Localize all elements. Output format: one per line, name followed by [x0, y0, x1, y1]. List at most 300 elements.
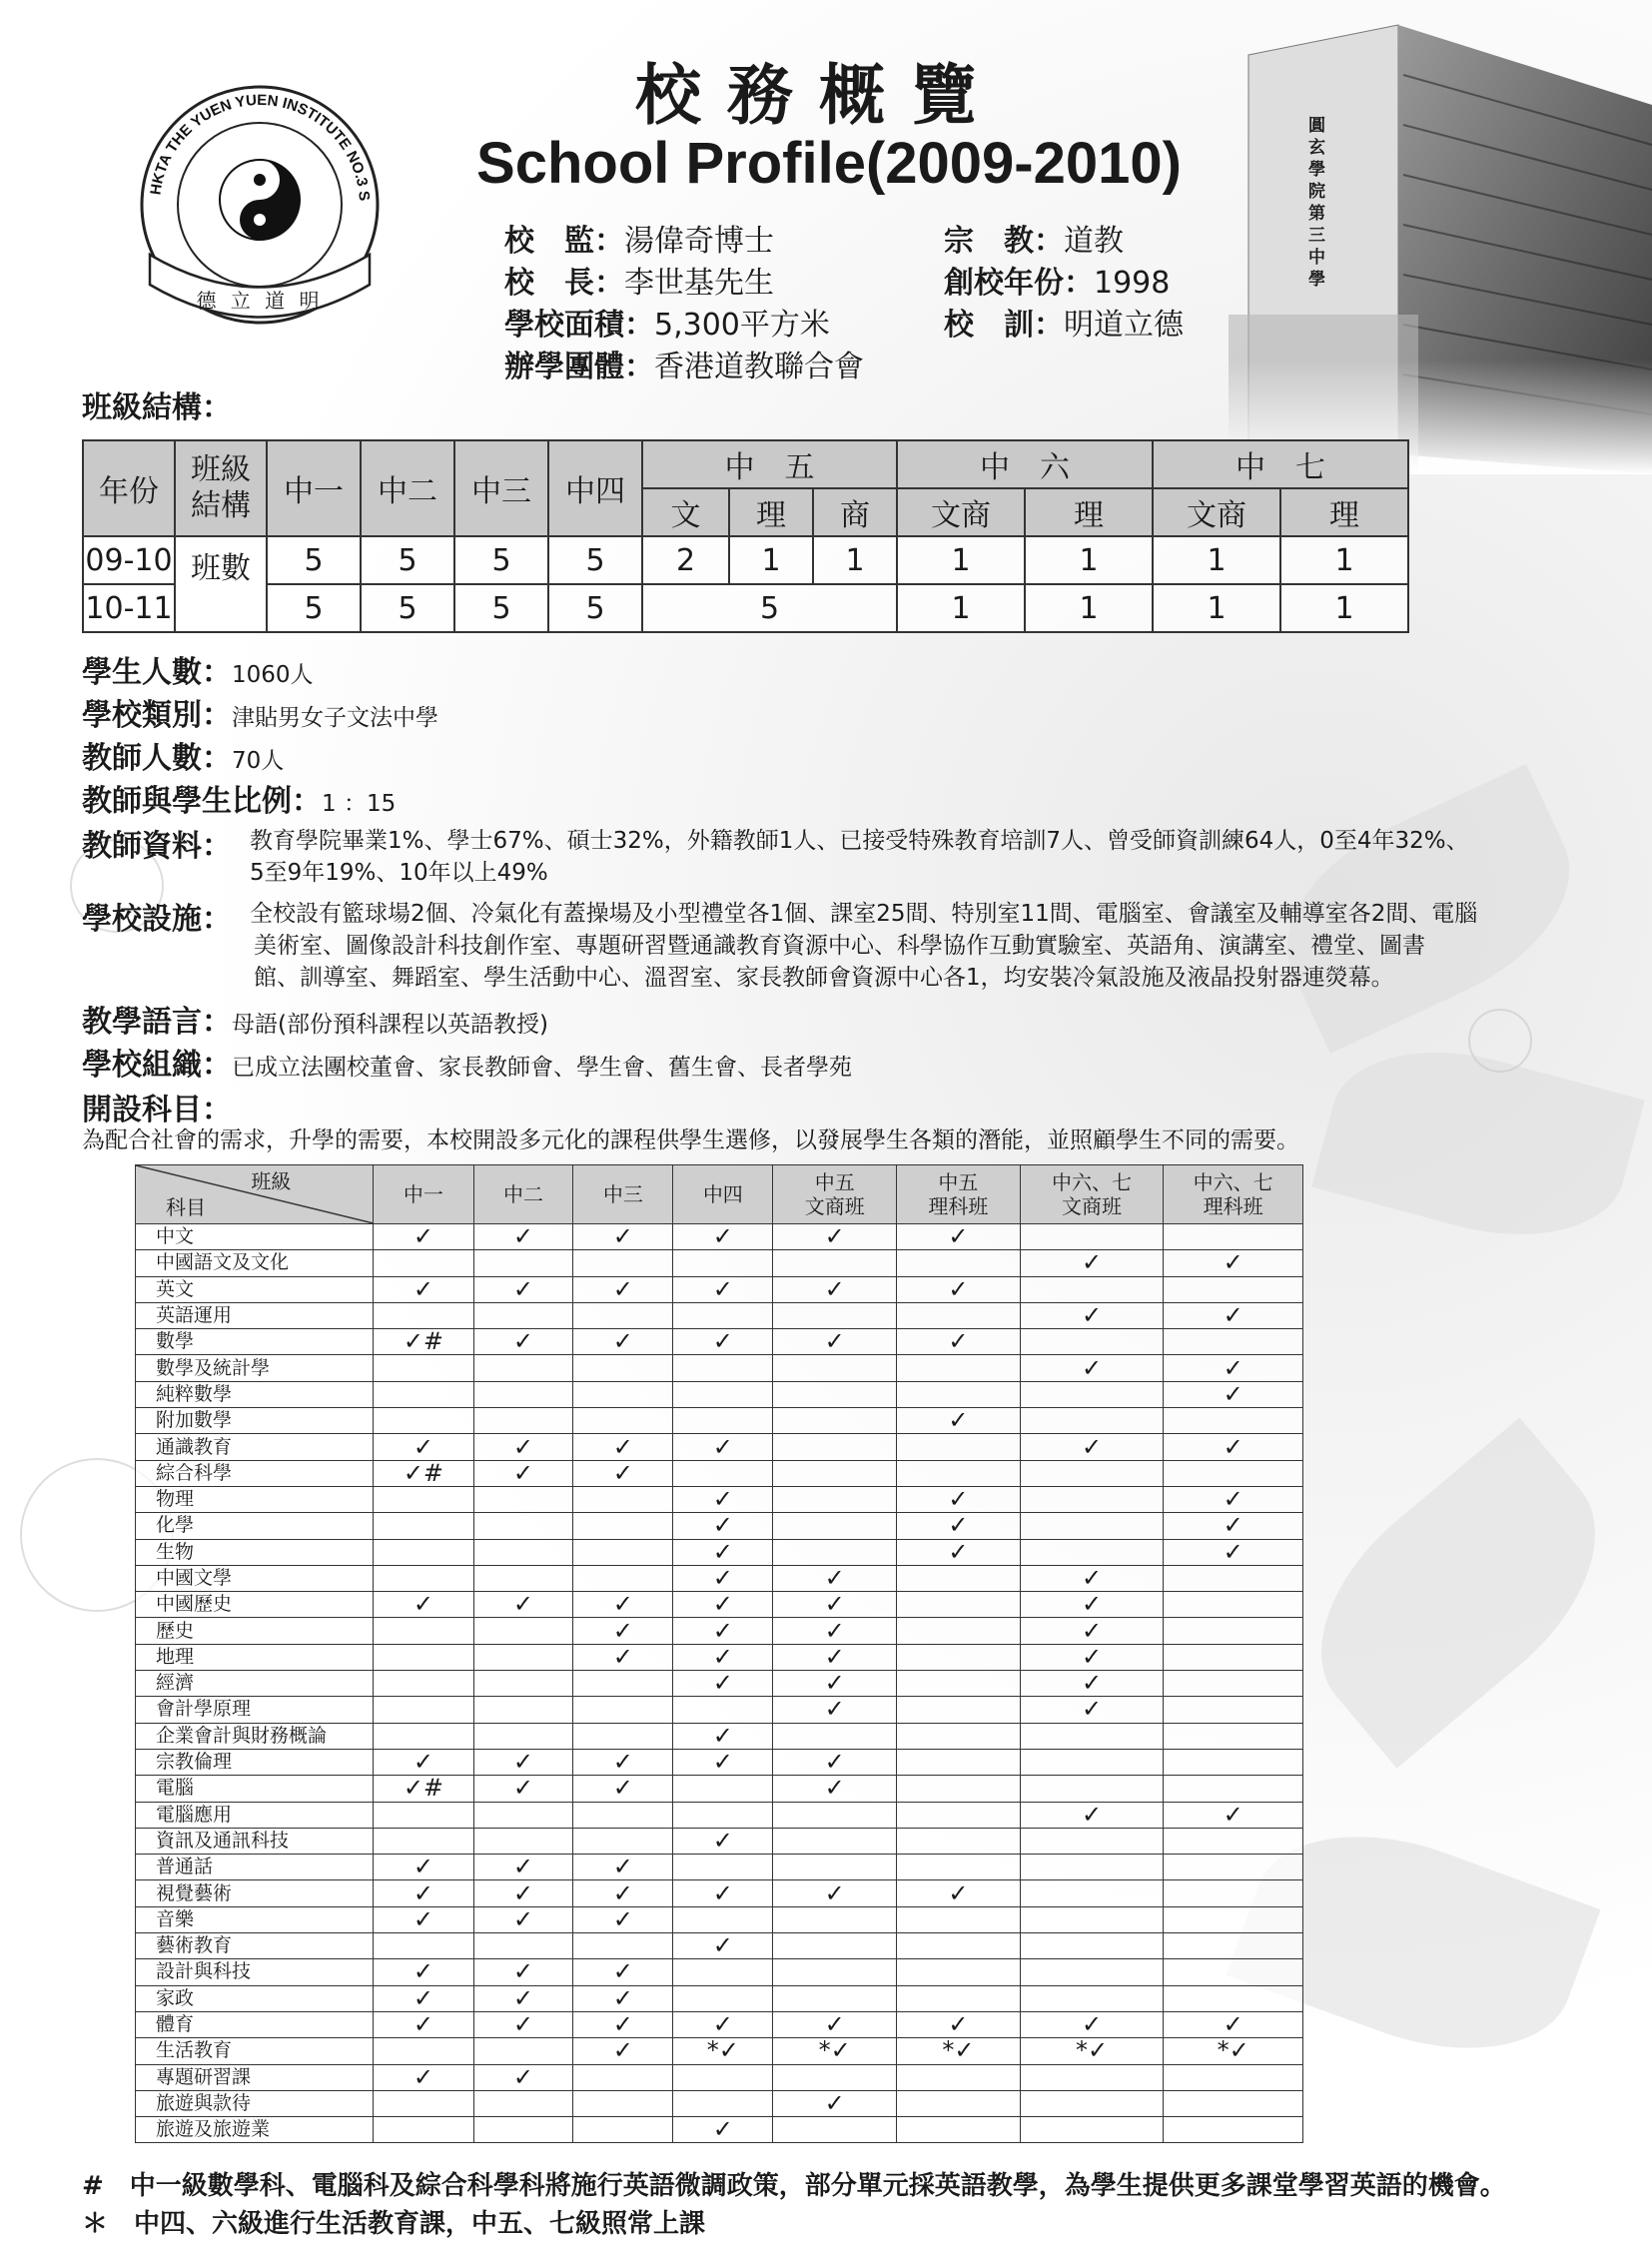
fact-label: 學校類別： [82, 698, 232, 733]
subject-name: 化學 [136, 1513, 374, 1539]
offering-cell [374, 1302, 473, 1328]
class-count-cell: 5 [548, 584, 642, 632]
subject-name: 純粹數學 [136, 1381, 374, 1407]
offering-cell [374, 1723, 473, 1749]
facilities-text [250, 898, 1477, 994]
offering-cell: ✓ [573, 1855, 673, 1880]
offering-cell [1020, 1381, 1164, 1407]
offering-cell [773, 1985, 897, 2011]
offering-cell: ✓ [374, 1985, 473, 2011]
column-header: 中六、七 理科班 [1164, 1165, 1303, 1224]
subject-name: 中國文學 [136, 1565, 374, 1591]
offering-cell [374, 2117, 473, 2143]
offering-cell: ✓ [374, 1959, 473, 1985]
offering-cell: ✓ [473, 1224, 573, 1250]
offering-cell [573, 1486, 673, 1512]
offering-cell: ✓ [573, 1224, 673, 1250]
offering-cell [1164, 1906, 1303, 1932]
offering-cell: ✓ [473, 1880, 573, 1906]
subject-row [136, 2011, 1303, 2037]
offering-cell [1164, 1618, 1303, 1644]
offering-cell [1020, 1224, 1164, 1250]
offering-cell: ✓ [773, 1749, 897, 1775]
subject-row [136, 1828, 1303, 1854]
offering-cell: ✓ [374, 2064, 473, 2090]
subject-name: 旅遊及旅遊業 [136, 2117, 374, 2143]
offering-cell: ✓ [374, 1592, 473, 1618]
fact-value: 已成立法團校董會、家長教師會、學生會、舊生會、長者學苑 [232, 1055, 852, 1081]
subject-name: 家政 [136, 1985, 374, 2011]
offering-cell [1164, 1697, 1303, 1723]
offering-cell [673, 1381, 773, 1407]
offering-cell [1164, 1985, 1303, 2011]
offering-cell [573, 1671, 673, 1697]
offering-cell [897, 1618, 1021, 1644]
offering-cell: ✓ [773, 1776, 897, 1802]
offering-cell: ✓ [374, 1855, 473, 1880]
subject-name: 通識教育 [136, 1434, 374, 1460]
offering-cell: ✓ [1164, 1355, 1303, 1381]
offering-cell [1164, 1644, 1303, 1670]
offering-cell: ✓ [673, 1539, 773, 1565]
offering-cell [773, 1302, 897, 1328]
subject-name: 英語運用 [136, 1302, 374, 1328]
offering-cell: ✓ [1164, 1302, 1303, 1328]
subjects-intro: 為配合社會的需求，升學的需要，本校開設多元化的課程供學生選修，以發展學生各類的潛能，並照顧學生不同的需要。 [82, 1127, 1299, 1153]
subject-row [136, 1539, 1303, 1565]
offering-cell [897, 1906, 1021, 1932]
subject-row [136, 1749, 1303, 1775]
fact-label: 學校設施： [82, 902, 232, 937]
class-structure-table [82, 439, 1409, 633]
offering-cell: ✓ [573, 1592, 673, 1618]
offering-cell: ✓ [773, 1671, 897, 1697]
offering-cell [673, 1985, 773, 2011]
offering-cell [673, 1408, 773, 1434]
subject-name: 視覺藝術 [136, 1880, 374, 1906]
offering-cell: ✓ [673, 1880, 773, 1906]
offering-cell [1020, 1855, 1164, 1880]
offering-cell: ✓ [897, 1224, 1021, 1250]
offering-cell [897, 1592, 1021, 1618]
offering-cell: ✓ [897, 1539, 1021, 1565]
offering-cell [673, 2090, 773, 2116]
class-count-cell: 1 [1280, 584, 1408, 632]
offering-cell [773, 2117, 897, 2143]
offering-cell [374, 1513, 473, 1539]
offering-cell [897, 2064, 1021, 2090]
fact-label: 教師人數： [82, 741, 232, 776]
offering-cell [673, 1250, 773, 1276]
offering-cell [573, 1565, 673, 1591]
class-count-cell: 5 [454, 536, 548, 584]
offering-cell [1164, 1565, 1303, 1591]
offering-cell: ✓ [1020, 1618, 1164, 1644]
offering-cell: ✓ [673, 1618, 773, 1644]
logo-motto: 德 立 道 明 [196, 289, 324, 313]
offering-cell: ✓ [1020, 2011, 1164, 2037]
offering-cell: ✓ [374, 1749, 473, 1775]
offering-cell: ✓ [673, 1513, 773, 1539]
offering-cell [773, 1933, 897, 1959]
offering-cell [1164, 1329, 1303, 1355]
offering-cell [897, 1671, 1021, 1697]
offering-cell: ✓ [897, 1276, 1021, 1302]
subject-row [136, 1776, 1303, 1802]
fact-value: 1 ：15 [322, 791, 397, 817]
offering-cell [897, 2117, 1021, 2143]
fact-label: 教師與學生比例： [82, 784, 322, 819]
subject-name: 經濟 [136, 1671, 374, 1697]
bubble-decoration [1468, 1009, 1532, 1073]
stream-header: 商 [813, 488, 897, 536]
offering-cell [773, 1513, 897, 1539]
offering-cell [374, 1565, 473, 1591]
subject-row [136, 1855, 1303, 1880]
subjects-table [135, 1164, 1303, 2143]
offering-cell: ✓ [473, 1985, 573, 2011]
column-header: 中四 [673, 1165, 773, 1224]
subject-name: 物理 [136, 1486, 374, 1512]
offering-cell [673, 1802, 773, 1828]
offering-cell: ✓ [1020, 1565, 1164, 1591]
subject-name: 電腦應用 [136, 1802, 374, 1828]
offering-cell [897, 1723, 1021, 1749]
offering-cell [773, 1355, 897, 1381]
facilities-label [82, 894, 232, 938]
offering-cell [573, 1250, 673, 1276]
class-row-0910 [83, 536, 1408, 584]
subject-name: 英文 [136, 1276, 374, 1302]
offering-cell: ✓ [573, 1618, 673, 1644]
subject-row [136, 1460, 1303, 1486]
offering-cell [473, 1486, 573, 1512]
building-sign: 圓玄學院第三中學 [1308, 116, 1325, 290]
form-header: 中二 [361, 440, 454, 536]
offering-cell [573, 1697, 673, 1723]
offering-cell: ✓ [573, 1985, 673, 2011]
offering-cell: ✓ [473, 1776, 573, 1802]
form7-header: 中 七 [1153, 440, 1408, 488]
offering-cell: ✓ [374, 1906, 473, 1932]
offering-cell [374, 2038, 473, 2064]
offering-cell [673, 1959, 773, 1985]
subject-name: 地理 [136, 1644, 374, 1670]
class-count-cell: 5 [361, 536, 454, 584]
class-count-cell: 1 [1153, 536, 1280, 584]
offering-cell [473, 2090, 573, 2116]
offering-cell: ✓ [1020, 1355, 1164, 1381]
offering-cell [1164, 1592, 1303, 1618]
offering-cell [473, 1250, 573, 1276]
offering-cell: ✓ [1164, 1513, 1303, 1539]
offering-cell: ✓ [473, 1855, 573, 1880]
class-count-cell: 1 [813, 536, 897, 584]
motto-label: 校 訓： [944, 308, 1064, 343]
offering-cell [897, 1355, 1021, 1381]
offering-cell [897, 1644, 1021, 1670]
subject-row [136, 1434, 1303, 1460]
founded-label: 創校年份： [944, 266, 1094, 301]
offering-cell: ✓ [773, 1276, 897, 1302]
fact-label: 學生人數： [82, 655, 232, 690]
header-year: 年份 [83, 440, 175, 536]
subject-name: 專題研習課 [136, 2064, 374, 2090]
offering-cell: ✓ [473, 2011, 573, 2037]
offering-cell: ✓ [1164, 1250, 1303, 1276]
offering-cell [573, 1408, 673, 1434]
offering-cell [1164, 2090, 1303, 2116]
form-header: 中三 [454, 440, 548, 536]
offering-cell [1164, 1276, 1303, 1302]
offering-cell: ✓ [897, 1880, 1021, 1906]
offering-cell: ✓ [673, 1828, 773, 1854]
subject-name: 歷史 [136, 1618, 374, 1644]
offering-cell [673, 1855, 773, 1880]
offering-cell: *✓ [773, 2038, 897, 2064]
year-cell: 10-11 [83, 584, 175, 632]
offering-cell: *✓ [1164, 2038, 1303, 2064]
class-count-cell: 5 [454, 584, 548, 632]
fact-label: 教師資料： [82, 829, 232, 864]
column-header: 中三 [573, 1165, 673, 1224]
offering-cell [673, 1776, 773, 1802]
class-count-cell: 5 [548, 536, 642, 584]
offering-cell: ✓ [897, 1486, 1021, 1512]
offering-cell: ✓ [473, 1959, 573, 1985]
column-header: 中二 [473, 1165, 573, 1224]
svg-text:HKTA THE YUEN YUEN INSTITUTE N: HKTA THE YUEN YUEN INSTITUTE NO.3 S [147, 91, 374, 202]
offering-cell [374, 1671, 473, 1697]
offering-cell [1020, 1486, 1164, 1512]
class-count-cell: 5 [361, 584, 454, 632]
column-header: 中五 理科班 [897, 1165, 1021, 1224]
offering-cell [473, 1671, 573, 1697]
subject-row [136, 2090, 1303, 2116]
class-row-1011 [83, 584, 1408, 632]
offering-cell: ✓ [573, 1460, 673, 1486]
offering-cell [1020, 1513, 1164, 1539]
footnote-hash: # 中一級數學科、電腦科及綜合科學科將施行英語微調政策，部分單元採英語教學，為學生提供更多課堂學習英語的機會。 [82, 2171, 1506, 2201]
offering-cell: ✓# [374, 1776, 473, 1802]
offering-cell: ✓ [673, 1749, 773, 1775]
subject-name: 藝術教育 [136, 1933, 374, 1959]
corner-bottom-label: 科目 [166, 1195, 206, 1219]
offering-cell [573, 2064, 673, 2090]
offering-cell [473, 1565, 573, 1591]
offering-cell [897, 1434, 1021, 1460]
offering-cell: ✓ [1020, 1802, 1164, 1828]
offering-cell [1164, 1933, 1303, 1959]
subject-row [136, 2117, 1303, 2143]
offering-cell: ✓ [1164, 1486, 1303, 1512]
subjects-label [82, 1085, 232, 1128]
offering-cell [773, 1250, 897, 1276]
teacher-info-line: 教育學院畢業1%、學士67%、碩士32%，外籍教師1人、已接受特殊教育培訓7人、曾受師資訓練64人，0至4年32%、 [250, 828, 1469, 854]
offering-cell: *✓ [1020, 2038, 1164, 2064]
column-header: 中一 [374, 1165, 473, 1224]
subject-row [136, 1723, 1303, 1749]
offering-cell [374, 2090, 473, 2116]
offering-cell [897, 1749, 1021, 1775]
subject-name: 生活教育 [136, 2038, 374, 2064]
subject-row [136, 1959, 1303, 1985]
offering-cell: ✓ [374, 2011, 473, 2037]
subject-row [136, 1618, 1303, 1644]
offering-cell [897, 1302, 1021, 1328]
offering-cell: *✓ [897, 2038, 1021, 2064]
offering-cell [573, 1302, 673, 1328]
class-count-cell: 1 [1025, 536, 1153, 584]
class-count-cell: 1 [897, 536, 1025, 584]
offering-cell: ✓ [673, 1644, 773, 1670]
class-count-cell: 1 [1153, 584, 1280, 632]
offering-cell [897, 1381, 1021, 1407]
offering-cell [1020, 1985, 1164, 2011]
offering-cell [773, 1408, 897, 1434]
header-structure [175, 440, 267, 536]
offering-cell: ✓ [573, 1644, 673, 1670]
offering-cell: ✓ [374, 1880, 473, 1906]
offering-cell: ✓ [673, 1224, 773, 1250]
subject-row [136, 1224, 1303, 1250]
subject-name: 生物 [136, 1539, 374, 1565]
offering-cell [374, 1933, 473, 1959]
offering-cell: ✓ [773, 1880, 897, 1906]
class-count-cell: 2 [642, 536, 729, 584]
principal-value: 李世基先生 [624, 266, 774, 301]
offering-cell [897, 1802, 1021, 1828]
offering-cell [773, 1723, 897, 1749]
subject-row [136, 1565, 1303, 1591]
form5-header: 中 五 [642, 440, 897, 488]
subject-row [136, 1933, 1303, 1959]
offering-cell: ✓ [897, 2011, 1021, 2037]
class-count-cell: 1 [1280, 536, 1408, 584]
subject-name: 數學及統計學 [136, 1355, 374, 1381]
offering-cell: ✓ [473, 1906, 573, 1932]
offering-cell: ✓ [573, 2011, 673, 2037]
offering-cell [1164, 1671, 1303, 1697]
subject-row [136, 1486, 1303, 1512]
offering-cell: ✓ [1020, 1697, 1164, 1723]
offering-cell [1164, 1776, 1303, 1802]
subject-name: 電腦 [136, 1776, 374, 1802]
offering-cell [773, 1539, 897, 1565]
subject-row [136, 1802, 1303, 1828]
offering-cell [573, 1933, 673, 1959]
offering-cell [1164, 1224, 1303, 1250]
offering-cell [1164, 1408, 1303, 1434]
teacher-count [82, 733, 284, 777]
offering-cell [573, 1802, 673, 1828]
offering-cell [1020, 1329, 1164, 1355]
offering-cell: ✓ [374, 1276, 473, 1302]
class-count-label: 班數 [175, 536, 267, 632]
offering-cell: ✓ [473, 1434, 573, 1460]
offering-cell: ✓ [1164, 2011, 1303, 2037]
offering-cell [1020, 1880, 1164, 1906]
subject-name: 設計與科技 [136, 1959, 374, 1985]
offering-cell [473, 1828, 573, 1854]
school-building-photo [1229, 15, 1652, 474]
offering-cell: ✓ [573, 1276, 673, 1302]
subject-row [136, 1355, 1303, 1381]
offering-cell: ✓ [473, 1460, 573, 1486]
offering-cell [473, 1723, 573, 1749]
offering-cell: ✓ [1164, 1539, 1303, 1565]
offering-cell: ✓ [374, 1434, 473, 1460]
offering-cell [374, 1408, 473, 1434]
offering-cell [1020, 2064, 1164, 2090]
subject-row [136, 1513, 1303, 1539]
subject-name: 附加數學 [136, 1408, 374, 1434]
offering-cell [673, 1302, 773, 1328]
offering-cell: ✓ [473, 1329, 573, 1355]
offering-cell [773, 1486, 897, 1512]
offering-cell [673, 1355, 773, 1381]
offering-cell: ✓ [573, 1329, 673, 1355]
offering-cell: ✓ [573, 2038, 673, 2064]
teacher-info-label [82, 821, 232, 865]
teaching-language [82, 997, 548, 1041]
facilities-line: 美術室、圖像設計科技創作室、專題研習暨通識教育資源中心、科學協作互動實驗室、英語角、演講室、禮堂、圖書 [254, 933, 1425, 959]
stream-header: 文商 [897, 488, 1025, 536]
offering-cell: ✓ [1020, 1644, 1164, 1670]
offering-cell [573, 1355, 673, 1381]
offering-cell [897, 1460, 1021, 1486]
founded-value: 1998 [1094, 266, 1171, 301]
offering-cell: ✓# [374, 1460, 473, 1486]
header-structure-text: 班級結構 [191, 452, 251, 523]
subject-name: 會計學原理 [136, 1697, 374, 1723]
subject-row [136, 1250, 1303, 1276]
offering-cell: ✓ [673, 2117, 773, 2143]
offering-cell: ✓# [374, 1329, 473, 1355]
teacher-info-line: 5至9年19%、10年以上49% [250, 860, 548, 886]
offering-cell [1020, 1828, 1164, 1854]
offering-cell [1164, 1959, 1303, 1985]
offering-cell: ✓ [773, 1697, 897, 1723]
offering-cell [473, 2038, 573, 2064]
offering-cell: ✓ [1020, 1434, 1164, 1460]
offering-cell [374, 1381, 473, 1407]
offering-cell [573, 1539, 673, 1565]
offering-cell [773, 1906, 897, 1932]
corner-top-label: 班級 [251, 1169, 292, 1193]
offering-cell [897, 1776, 1021, 1802]
offering-cell: ✓ [673, 1723, 773, 1749]
offering-cell: ✓ [1020, 1671, 1164, 1697]
offering-cell [473, 1644, 573, 1670]
religion-label: 宗 教： [944, 224, 1064, 259]
offering-cell [897, 1250, 1021, 1276]
offering-cell: ✓ [1020, 1302, 1164, 1328]
offering-cell [773, 1828, 897, 1854]
subject-row [136, 1329, 1303, 1355]
fact-label: 開設科目： [82, 1093, 232, 1127]
stream-header: 理 [1280, 488, 1408, 536]
offering-cell [573, 1381, 673, 1407]
offering-cell [1020, 2090, 1164, 2116]
offering-cell: ✓ [773, 1329, 897, 1355]
offering-cell [473, 1618, 573, 1644]
offering-cell: ✓ [473, 1276, 573, 1302]
offering-cell: ✓ [897, 1408, 1021, 1434]
offering-cell: ✓ [573, 1434, 673, 1460]
offering-cell [1020, 1723, 1164, 1749]
offering-cell [1020, 1460, 1164, 1486]
